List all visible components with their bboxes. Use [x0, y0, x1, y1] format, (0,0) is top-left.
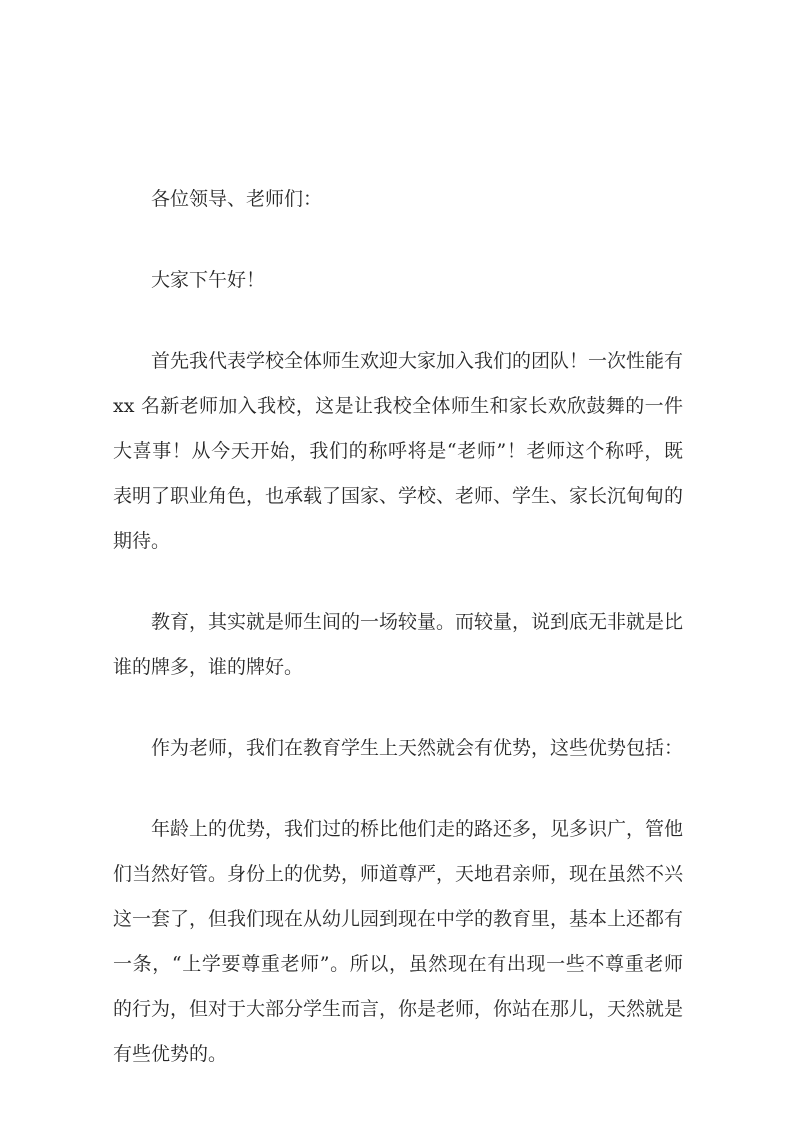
paragraph-education-contest: 教育，其实就是师生间的一场较量。而较量，说到底无非就是比谁的牌多，谁的牌好。 — [113, 611, 684, 678]
document-body — [113, 177, 683, 1077]
paragraph-greeting: 大家下午好！ — [151, 269, 266, 291]
paragraph-advantages-detail: 年龄上的优势，我们过的桥比他们走的路还多，见多识广，管他们当然好管。身份上的优势，师道尊严，天地君亲师，现在虽然不兴这一套了，但我们现在从幼儿园到现在中学的教育里，基本上还都有一条，“上学要尊重老师”。所以，虽然现在有出现一些不尊重老师的行为，但对于大部分学生而言，你是老师，你站在那儿，天然就是有些优势的。 — [113, 818, 684, 1065]
paragraph-welcome: 首先我代表学校全体师生欢迎大家加入我们的团队！一次性能有xx 名新老师加入我校，这是让我校全体师生和家长欢欣鼓舞的一件大喜事！从今天开始，我们的称呼将是“老师”！老师这个称呼，既表明了职业角色，也承载了国家、学校、老师、学生、家长沉甸甸的期待。 — [113, 350, 684, 552]
paragraph-salutation: 各位领导、老师们： — [151, 188, 323, 210]
paragraph-advantages-intro: 作为老师，我们在教育学生上天然就会有优势，这些优势包括： — [151, 737, 684, 759]
